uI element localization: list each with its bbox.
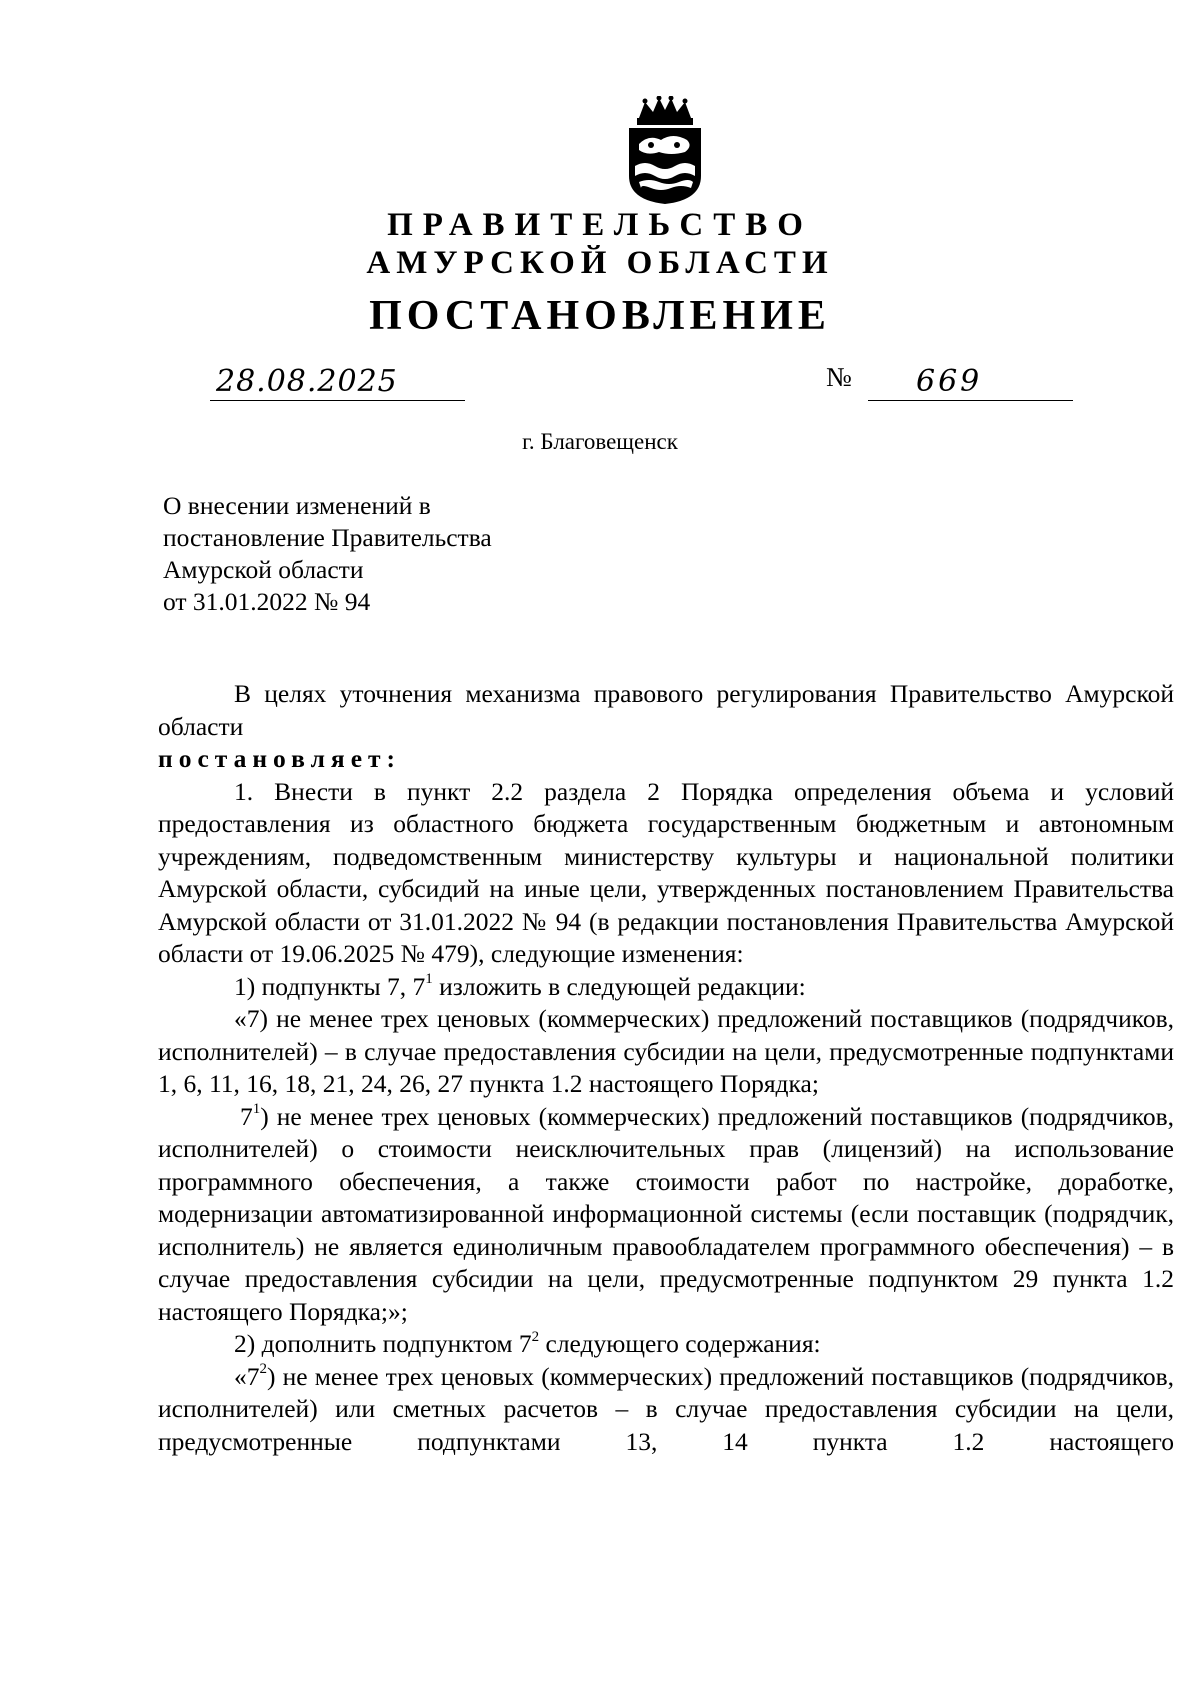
subitem-1-text-a: 1) подпункты 7, 7 bbox=[234, 971, 426, 1001]
quote-7-2-number: «7 bbox=[234, 1361, 260, 1391]
superscript: 1 bbox=[425, 971, 433, 987]
subitem-2-text-a: 2) дополнить подпунктом 7 bbox=[234, 1329, 532, 1358]
subject-block bbox=[163, 490, 492, 618]
superscript: 1 bbox=[252, 1101, 261, 1117]
header-region: АМУРСКОЙ ОБЛАСТИ bbox=[366, 245, 834, 281]
amur-region-emblem-icon bbox=[625, 96, 705, 206]
quote-7-paragraph: «7) не менее трех ценовых (коммерческих) предложений поставщиков (подрядчиков, исполнителей) – в случае предоставления субсидии на цели, предусмотренные подпунктами 1, 6, 11, 16, 18, 21, 24, 26, 27 пункта 1.2 настоящего Порядка; bbox=[158, 1004, 1174, 1098]
subject-line: от 31.01.2022 № 94 bbox=[163, 587, 371, 616]
intro-paragraph: В целях уточнения механизма правового регулирования Правительство Амурской области bbox=[158, 679, 1174, 741]
header-government: ПРАВИТЕЛЬСТВО bbox=[387, 207, 813, 243]
quote-7-1-text: ) не менее трех ценовых (коммерческих) предложений поставщиков (подрядчиков, исполнителей) о стоимости неисключительных прав (лицензий) на использование программного обеспечения, а также стоимости работ по настройке, доработке, модернизации автоматизированной информационной системы (если поставщик (подрядчик, исполнитель) не является единоличным правообладателем программного обеспечения) – в случае предоставления субсидии на цели, предусмотренные подпунктом 29 пункта 1.2 настоящего Порядка;»; bbox=[158, 1101, 1174, 1326]
superscript: 2 bbox=[531, 1328, 540, 1345]
superscript: 2 bbox=[259, 1361, 267, 1377]
subitem-2-paragraph bbox=[158, 1328, 1174, 1361]
quote-7-1-number: 7 bbox=[240, 1101, 253, 1131]
quote-7-2-text: ) не менее трех ценовых (коммерческих) предложений поставщиков (подрядчиков, исполнителей) или сметных расчетов – в случае предоставления субсидии на цели, предусмотренные подпунктами 13, 14 пункта 1.2 настоящего bbox=[158, 1361, 1174, 1456]
subitem-2-text-b: следующего содержания: bbox=[539, 1329, 821, 1358]
decree-word bbox=[158, 743, 1174, 776]
decree-text: постановляет: bbox=[158, 744, 402, 773]
item-1-paragraph: 1. Внести в пункт 2.2 раздела 2 Порядка определения объема и условий предоставления из областного бюджета государственным бюджетным и автономным учреждениям, подведомственным министерству культуры и национальной политики Амурской области, субсидий на иные цели, утвержденных постановлением Правительства Амурской области от 31.01.2022 № 94 (в редакции постановления Правительства Амурской области от 19.06.2025 № 479), следующие изменения: bbox=[158, 776, 1174, 968]
quote-7-1-paragraph bbox=[158, 1101, 1174, 1329]
number-field bbox=[868, 360, 1073, 401]
subject-line: Амурской области bbox=[163, 555, 364, 584]
handwritten-number: 669 bbox=[916, 364, 983, 399]
subject-line: О внесении изменений в bbox=[163, 491, 431, 520]
document-body bbox=[158, 678, 1174, 1458]
number-label: № bbox=[826, 362, 852, 392]
header-document-type: ПОСТАНОВЛЕНИЕ bbox=[369, 293, 831, 339]
subitem-1-text-b: изложить в следующей редакции: bbox=[432, 971, 806, 1001]
handwritten-date: 28.08.2025 bbox=[216, 364, 398, 399]
date-field bbox=[210, 360, 465, 401]
city: г. Благовещенск bbox=[522, 429, 678, 454]
quote-7-2-paragraph bbox=[158, 1361, 1174, 1459]
subitem-1-paragraph bbox=[158, 971, 1174, 1004]
subject-line: постановление Правительства bbox=[163, 523, 492, 552]
